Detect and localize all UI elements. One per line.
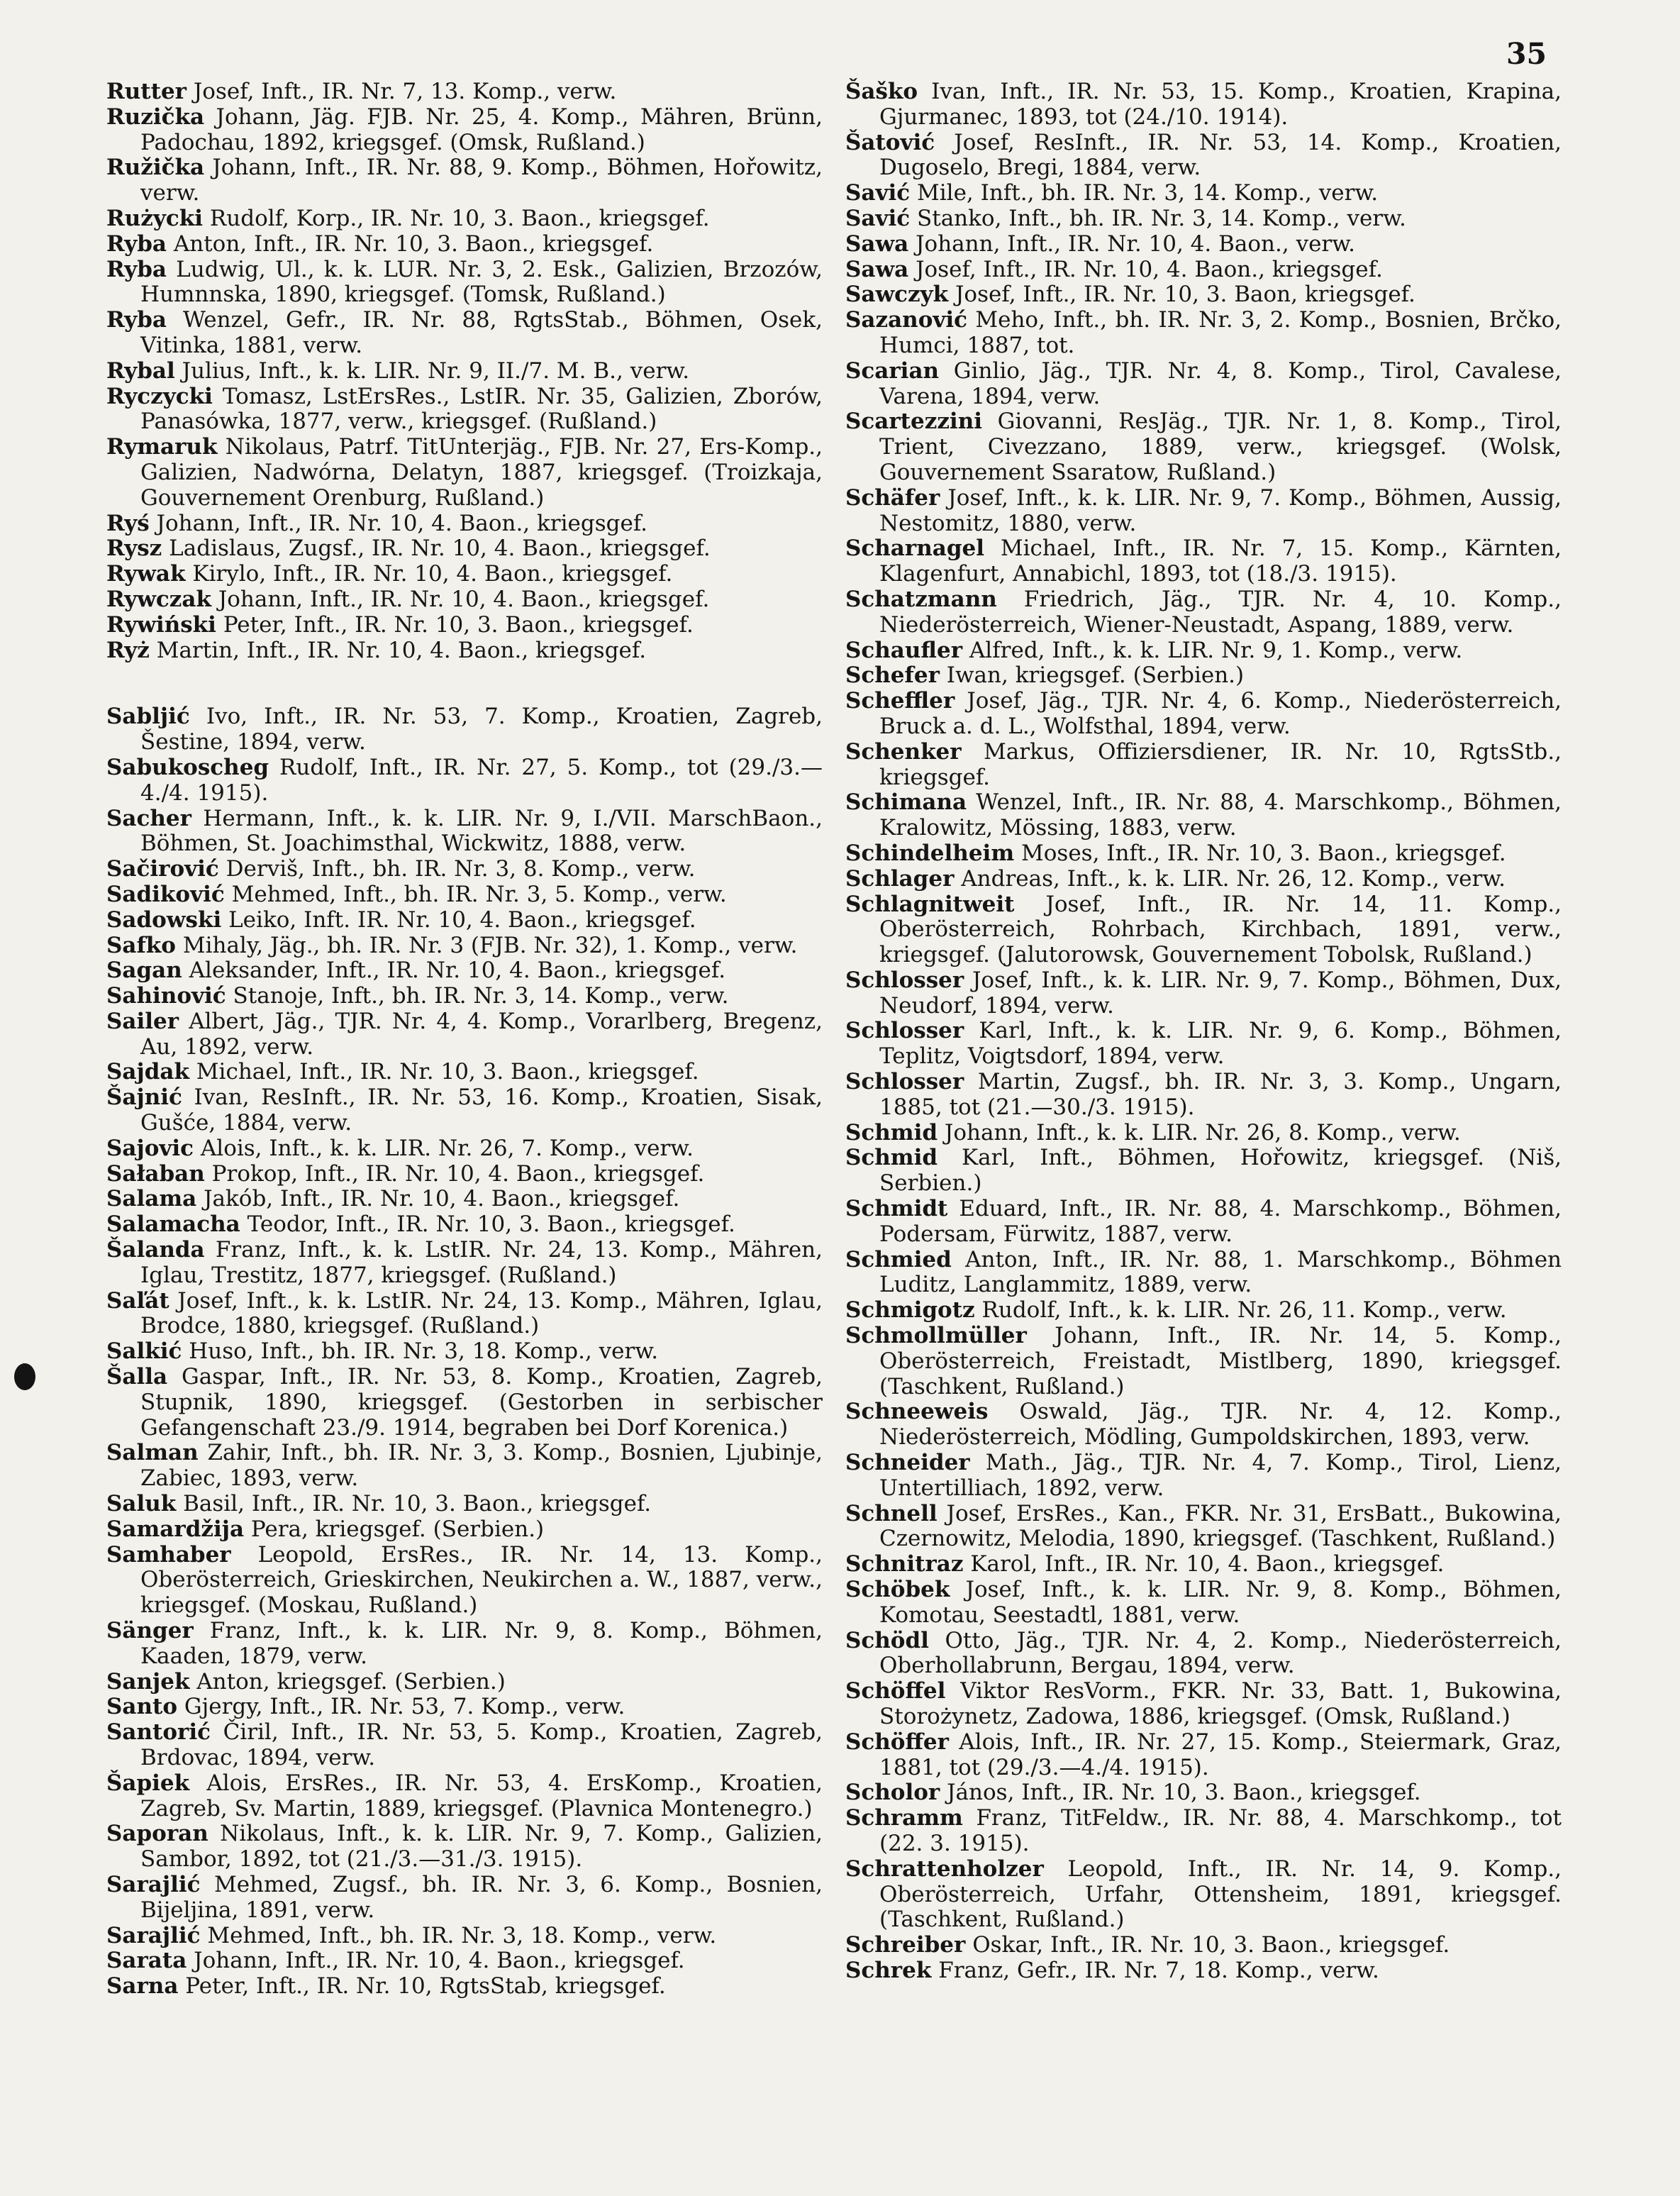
register-entry [845, 1730, 1562, 1781]
register-entry [845, 308, 1562, 359]
register-entry [106, 1821, 823, 1873]
register-entry [106, 206, 823, 232]
entry-surname: Rużycki [106, 205, 204, 231]
entry-details: Pera, kriegsgef. (Serbien.) [250, 1516, 545, 1542]
entry-details: Prokop, Inft., IR. Nr. 10, 4. Baon., kriegsgef. [211, 1160, 705, 1187]
entry-surname: Savić [845, 205, 911, 231]
entry-surname: Ryś [106, 510, 150, 536]
register-entry [845, 1629, 1562, 1680]
entry-surname: Sawa [845, 231, 909, 257]
entry-surname: Ryba [106, 231, 167, 257]
entry-surname: Samardžija [106, 1516, 245, 1542]
entry-details: Karl, Inft., Böhmen, Hořowitz, kriegsgef. (Niš, Serbien.) [879, 1145, 1562, 1197]
entry-surname: Schlosser [845, 1018, 964, 1044]
entry-details: Josef, ErsRes., Kan., FKR. Nr. 31, ErsBatt., Bukowina, Czernowitz, Melodia, 1890, kriegsgef. (Taschkent, Rußland.) [879, 1500, 1562, 1552]
register-entry [106, 908, 823, 933]
entry-surname: Schmied [845, 1246, 952, 1272]
entry-surname: Schneeweis [845, 1399, 989, 1425]
register-entry [845, 1019, 1562, 1070]
entry-details: Zahir, Inft., bh. IR. Nr. 3, 3. Komp., Bosnien, Ljubinje, Zabiec, 1893, verw. [140, 1440, 823, 1492]
entry-surname: Schödl [845, 1627, 929, 1653]
entry-surname: Šaško [845, 79, 918, 104]
entry-surname: Schmollmüller [845, 1323, 1027, 1349]
entry-details: Mihaly, Jäg., bh. IR. Nr. 3 (FJB. Nr. 32), 1. Komp., verw. [182, 932, 798, 958]
register-entry [845, 1451, 1562, 1502]
register-entry [106, 1085, 823, 1136]
entry-details: Viktor ResVorm., FKR. Nr. 33, Batt. 1, Bukowina, Storożynetz, Zadowa, 1886, kriegsgef. (Omsk, Rußland.) [879, 1678, 1562, 1729]
entry-details: Hermann, Inft., k. k. LIR. Nr. 9, I./VII. MarschBaon., Böhmen, St. Joachimsthal, Wickwitz, 1888, verw. [140, 805, 823, 857]
register-entry [845, 409, 1562, 485]
entry-surname: Sanjek [106, 1668, 190, 1695]
register-entry [106, 1670, 823, 1695]
register-entry [106, 257, 823, 309]
entry-details: Peter, Inft., IR. Nr. 10, RgtsStab, kriegsgef. [185, 1973, 666, 2000]
entry-details: Josef, Inft., k. k. LIR. Nr. 9, 8. Komp., Böhmen, Komotau, Seestadtl, 1881, verw. [879, 1577, 1562, 1628]
register-entry [845, 181, 1562, 206]
entry-surname: Samhaber [106, 1541, 231, 1568]
register-entry [845, 1298, 1562, 1324]
entry-details: Johann, Inft., IR. Nr. 88, 9. Komp., Böhmen, Hořowitz, verw. [140, 155, 823, 206]
entry-surname: Santo [106, 1694, 178, 1720]
entry-details: Josef, Inft., IR. Nr. 7, 13. Komp., verw. [193, 79, 617, 104]
entry-surname: Sawa [845, 256, 909, 282]
entry-surname: Ruzička [106, 104, 205, 130]
entry-details: Jakób, Inft., IR. Nr. 10, 4. Baon., kriegsgef. [204, 1186, 680, 1212]
entry-surname: Ryba [106, 307, 167, 333]
entry-details: Leopold, Inft., IR. Nr. 14, 9. Komp., Oberösterreich, Urfahr, Ottensheim, 1891, kriegsgef. (Taschkent, Rußland.) [879, 1856, 1562, 1933]
register-entry [845, 206, 1562, 232]
entry-surname: Rywczak [106, 586, 211, 612]
entry-details: Ginlio, Jäg., TJR. Nr. 4, 8. Komp., Tirol, Cavalese, Varena, 1894, verw. [879, 357, 1562, 409]
entry-details: Josef, ResInft., IR. Nr. 53, 14. Komp., Kroatien, Dugoselo, Bregi, 1884, verw. [879, 129, 1562, 181]
entry-surname: Schmidt [845, 1196, 948, 1222]
register-entry [845, 536, 1562, 587]
entry-surname: Scheffler [845, 688, 955, 714]
page-number: 35 [1506, 37, 1547, 71]
register-entry [845, 663, 1562, 689]
entry-surname: Sałaban [106, 1160, 205, 1187]
entry-details: Wenzel, Gefr., IR. Nr. 88, RgtsStab., Böhmen, Osek, Vitinka, 1881, verw. [140, 307, 823, 358]
entry-details: Michael, Inft., IR. Nr. 7, 15. Komp., Kärnten, Klagenfurt, Annabichl, 1893, tot (18./3. 1915). [879, 536, 1562, 587]
entry-surname: Scholor [845, 1780, 940, 1806]
register-entry [106, 882, 823, 908]
register-entry [845, 1146, 1562, 1197]
entry-surname: Schnitraz [845, 1551, 964, 1577]
register-entry [106, 1187, 823, 1212]
entry-details: Oskar, Inft., IR. Nr. 10, 3. Baon., kriegsgef. [972, 1932, 1450, 1958]
register-entry [845, 1552, 1562, 1577]
entry-details: Martin, Zugsf., bh. IR. Nr. 3, 3. Komp., Ungarn, 1885, tot (21.—30./3. 1915). [879, 1069, 1562, 1120]
entry-surname: Savić [845, 180, 911, 206]
register-entry [106, 1619, 823, 1670]
entry-surname: Schlosser [845, 1069, 964, 1095]
entry-details: Giovanni, ResJäg., TJR. Nr. 1, 8. Komp., Tirol, Trient, Civezzano, 1889, verw., kriegsgef. (Wolsk, Gouvernement Ssaratow, Rußland.) [879, 409, 1562, 485]
register-entry [845, 282, 1562, 308]
entry-details: Ivan, Inft., IR. Nr. 53, 15. Komp., Kroatien, Krapina, Gjurmanec, 1893, tot (24./10. 1914). [879, 79, 1562, 130]
entry-details: Math., Jäg., TJR. Nr. 4, 7. Komp., Tirol, Lienz, Untertilliach, 1892, verw. [879, 1450, 1562, 1501]
entry-surname: Schlagnitweit [845, 891, 1015, 917]
register-entry [845, 638, 1562, 664]
register-entry [845, 1070, 1562, 1121]
register-entry [845, 892, 1562, 968]
right-column [845, 79, 1562, 1984]
entry-details: Alois, Inft., k. k. LIR. Nr. 26, 7. Komp., verw. [200, 1135, 694, 1161]
entry-details: Rudolf, Inft., k. k. LIR. Nr. 26, 11. Komp., verw. [981, 1297, 1507, 1324]
entry-surname: Šajnić [106, 1085, 182, 1111]
entry-surname: Scarian [845, 357, 940, 384]
entry-surname: Schindelheim [845, 840, 1015, 866]
entry-details: Markus, Offiziersdiener, IR. Nr. 10, RgtsStb., kriegsgef. [879, 738, 1562, 790]
entry-surname: Schmid [845, 1145, 938, 1171]
entry-details: Josef, Inft., k. k. LIR. Nr. 9, 7. Komp., Böhmen, Aussig, Nestomitz, 1880, verw. [879, 484, 1562, 536]
entry-surname: Schrek [845, 1957, 932, 1983]
register-entry [106, 435, 823, 511]
entry-surname: Rymaruk [106, 434, 218, 460]
entry-surname: Salman [106, 1440, 199, 1466]
entry-details: Friedrich, Jäg., TJR. Nr. 4, 10. Komp., Niederösterreich, Wiener-Neustadt, Aspang, 1889, verw. [879, 586, 1562, 638]
entry-details: Josef, Inft., k. k. LIR. Nr. 9, 7. Komp., Böhmen, Dux, Neudorf, 1894, verw. [879, 967, 1562, 1019]
entry-surname: Ryba [106, 256, 167, 282]
entry-surname: Sarajlić [106, 1922, 201, 1948]
register-entry [845, 1679, 1562, 1730]
entry-surname: Schenker [845, 738, 962, 765]
entry-surname: Sadiković [106, 881, 225, 907]
entry-details: Teodor, Inft., IR. Nr. 10, 3. Baon., kriegsgef. [247, 1211, 735, 1238]
entry-details: Anton, Inft., IR. Nr. 88, 1. Marschkomp., Böhmen Luditz, Langlammitz, 1889, verw. [879, 1246, 1562, 1298]
register-entry [845, 867, 1562, 892]
entry-surname: Schöffel [845, 1678, 946, 1704]
entry-surname: Schnell [845, 1500, 938, 1526]
register-entry [106, 1009, 823, 1060]
entry-surname: Salamacha [106, 1211, 240, 1238]
entry-details: Julius, Inft., k. k. LIR. Nr. 9, II./7. M. B., verw. [182, 357, 690, 384]
entry-details: Michael, Inft., IR. Nr. 10, 3. Baon., kriegsgef. [196, 1059, 699, 1085]
register-entry [845, 841, 1562, 867]
register-entry [106, 704, 823, 755]
register-entry [845, 359, 1562, 410]
register-entry [845, 79, 1562, 131]
entry-details: Franz, Inft., k. k. LstIR. Nr. 24, 13. Komp., Mähren, Iglau, Trestitz, 1877, kriegsgef. (Rußland.) [140, 1237, 823, 1288]
entry-surname: Sabukoscheg [106, 754, 269, 780]
entry-surname: Sadowski [106, 906, 222, 933]
entry-details: Derviš, Inft., bh. IR. Nr. 3, 8. Komp., verw. [226, 856, 696, 882]
register-entry [845, 968, 1562, 1019]
register-entry [106, 1441, 823, 1492]
register-entry [845, 1806, 1562, 1857]
entry-surname: Šalla [106, 1364, 168, 1390]
entry-details: Gaspar, Inft., IR. Nr. 53, 8. Komp., Kroatien, Zagreb, Stupnik, 1890, kriegsgef. (Gestorben in serbischer Gefangenschaft 23./9. 1914, begraben bei Dorf Korenica.) [140, 1364, 823, 1441]
entry-surname: Sabljić [106, 704, 190, 730]
register-entry [845, 790, 1562, 841]
register-entry [106, 1060, 823, 1085]
entry-surname: Šapiek [106, 1770, 190, 1796]
entry-details: Andreas, Inft., k. k. LIR. Nr. 26, 12. Komp., verw. [961, 865, 1506, 892]
entry-details: Josef, Inft., k. k. LstIR. Nr. 24, 13. Komp., Mähren, Iglau, Brodce, 1880, kriegsgef. (Rußland.) [140, 1287, 823, 1339]
entry-details: Basil, Inft., IR. Nr. 10, 3. Baon., kriegsgef. [183, 1491, 652, 1517]
entry-details: Stanoje, Inft., bh. IR. Nr. 3, 14. Komp., verw. [233, 983, 729, 1009]
register-entry [845, 1857, 1562, 1933]
register-entry [106, 1543, 823, 1619]
entry-surname: Schimana [845, 789, 967, 816]
register-entry [845, 740, 1562, 791]
entry-surname: Rybal [106, 357, 175, 384]
register-entry [106, 155, 823, 206]
entry-surname: Saľát [106, 1287, 169, 1314]
entry-surname: Sänger [106, 1618, 194, 1644]
entry-surname: Rywiński [106, 611, 216, 638]
entry-details: Albert, Jäg., TJR. Nr. 4, 4. Komp., Vorarlberg, Bregenz, Au, 1892, verw. [140, 1008, 823, 1060]
entry-details: Čiril, Inft., IR. Nr. 53, 5. Komp., Kroatien, Zagreb, Brdovac, 1894, verw. [140, 1719, 823, 1770]
entry-details: Johann, Inft., IR. Nr. 14, 5. Komp., Oberösterreich, Freistadt, Mistlberg, 1890, kriegsgef. (Taschkent, Rußland.) [879, 1323, 1562, 1399]
entry-details: Johann, Jäg. FJB. Nr. 25, 4. Komp., Mähren, Brünn, Padochau, 1892, kriegsgef. (Omsk, Rußland.) [140, 104, 823, 155]
register-entry [106, 1517, 823, 1543]
entry-surname: Šalanda [106, 1237, 205, 1263]
entry-surname: Sajovic [106, 1135, 194, 1161]
register-entry [106, 1720, 823, 1771]
entry-details: Mehmed, Inft., bh. IR. Nr. 3, 18. Komp., verw. [207, 1922, 717, 1948]
register-entry [106, 1339, 823, 1365]
entry-surname: Rywak [106, 561, 186, 587]
entry-surname: Saporan [106, 1821, 208, 1847]
register-entry [845, 587, 1562, 638]
entry-surname: Sazanović [845, 307, 968, 333]
entry-surname: Safko [106, 932, 176, 958]
register-entry [106, 1771, 823, 1822]
entry-surname: Schmigotz [845, 1297, 975, 1324]
register-entry [845, 1248, 1562, 1299]
entry-details: Stanko, Inft., bh. IR. Nr. 3, 14. Komp., verw. [917, 205, 1406, 231]
register-entry [106, 1974, 823, 2000]
register-entry [845, 689, 1562, 740]
entry-surname: Scartezzini [845, 409, 983, 435]
entry-details: Tomasz, LstErsRes., LstIR. Nr. 35, Galizien, Zborów, Panasówka, 1877, verw., kriegsgef. (Rußland.) [140, 383, 823, 435]
entry-details: Rudolf, Korp., IR. Nr. 10, 3. Baon., kriegsgef. [209, 205, 710, 231]
register-entry [106, 1136, 823, 1162]
register-entry [845, 232, 1562, 257]
entry-surname: Santorić [106, 1719, 211, 1746]
entry-details: Karl, Inft., k. k. LIR. Nr. 9, 6. Komp., Böhmen, Teplitz, Voigtsdorf, 1894, verw. [879, 1018, 1562, 1070]
entry-details: Ladislaus, Zugsf., IR. Nr. 10, 4. Baon., kriegsgef. [169, 536, 711, 562]
left-column [106, 79, 823, 2000]
entry-surname: Schmid [845, 1119, 938, 1146]
register-entry [106, 562, 823, 587]
entry-surname: Ryczycki [106, 383, 213, 409]
register-entry [845, 1197, 1562, 1248]
register-entry [106, 384, 823, 436]
entry-surname: Schöbek [845, 1577, 950, 1603]
entry-details: Johann, Inft., IR. Nr. 10, 4. Baon., kriegsgef. [156, 510, 648, 536]
register-entry [106, 1492, 823, 1517]
entry-details: Johann, Inft., IR. Nr. 10, 4. Baon., verw. [916, 231, 1355, 257]
entry-details: Peter, Inft., IR. Nr. 10, 3. Baon., kriegsgef. [223, 611, 694, 638]
register-entry [106, 105, 823, 156]
entry-surname: Salkić [106, 1338, 182, 1365]
register-entry [106, 1365, 823, 1441]
entry-details: Gjergy, Inft., IR. Nr. 53, 7. Komp., verw. [184, 1694, 625, 1720]
register-entry [845, 1780, 1562, 1806]
register-entry [106, 1948, 823, 1974]
entry-details: Nikolaus, Inft., k. k. LIR. Nr. 9, 7. Komp., Galizien, Sambor, 1892, tot (21./3.—31./3. 1915). [140, 1821, 823, 1873]
entry-details: Leiko, Inft. IR. Nr. 10, 4. Baon., kriegsgef. [228, 906, 696, 933]
entry-details: Josef, Inft., IR. Nr. 10, 3. Baon, kriegsgef. [955, 282, 1415, 308]
entry-surname: Šatović [845, 129, 935, 155]
entry-group [106, 704, 823, 2000]
entry-details: Iwan, kriegsgef. (Serbien.) [946, 662, 1245, 689]
entry-details: Eduard, Inft., IR. Nr. 88, 4. Marschkomp., Böhmen, Podersam, Fürwitz, 1887, verw. [879, 1196, 1562, 1247]
entry-details: Martin, Inft., IR. Nr. 10, 4. Baon., kriegsgef. [156, 637, 647, 663]
entry-details: Josef, Inft., IR. Nr. 14, 11. Komp., Oberösterreich, Rohrbach, Kirchbach, 1891, verw., kriegsgef. (Jalutorowsk, Gouvernement Tobolsk, Rußland.) [879, 891, 1562, 968]
register-entry [845, 257, 1562, 283]
entry-surname: Sacher [106, 805, 191, 831]
entry-surname: Schatzmann [845, 586, 997, 612]
register-entry [106, 587, 823, 613]
entry-details: Mile, Inft., bh. IR. Nr. 3, 14. Komp., verw. [917, 180, 1379, 206]
entry-details: Ivan, ResInft., IR. Nr. 53, 16. Komp., Kroatien, Sisak, Gušće, 1884, verw. [140, 1085, 823, 1136]
entry-surname: Scharnagel [845, 536, 985, 562]
register-entry [845, 131, 1562, 182]
register-entry [845, 1933, 1562, 1958]
register-entry [845, 1324, 1562, 1399]
register-entry [106, 1238, 823, 1289]
entry-details: Alois, Inft., IR. Nr. 27, 15. Komp., Steiermark, Graz, 1881, tot (29./3.—4./4. 1915). [879, 1729, 1562, 1780]
entry-details: Mehmed, Zugsf., bh. IR. Nr. 3, 6. Komp., Bosnien, Bijeljina, 1891, verw. [140, 1871, 823, 1923]
entry-details: Ludwig, Ul., k. k. LUR. Nr. 3, 2. Esk., Galizien, Brzozów, Humnnska, 1890, kriegsgef. (Tomsk, Rußland.) [140, 256, 823, 308]
entry-details: Franz, TitFeldw., IR. Nr. 88, 4. Marschkomp., tot (22. 3. 1915). [879, 1805, 1562, 1856]
entry-details: Johann, Inft., IR. Nr. 10, 4. Baon., kriegsgef. [194, 1948, 685, 1974]
register-entry [106, 806, 823, 858]
entry-details: Franz, Inft., k. k. LIR. Nr. 9, 8. Komp., Böhmen, Kaaden, 1879, verw. [140, 1618, 823, 1669]
entry-surname: Schrattenholzer [845, 1856, 1044, 1882]
register-entry [106, 536, 823, 562]
register-entry [845, 486, 1562, 537]
binding-hole [14, 1363, 35, 1390]
register-entry [106, 933, 823, 959]
entry-surname: Sailer [106, 1008, 179, 1034]
entry-surname: Salama [106, 1186, 197, 1212]
entry-details: Anton, kriegsgef. (Serbien.) [196, 1668, 506, 1695]
entry-details: Anton, Inft., IR. Nr. 10, 3. Baon., kriegsgef. [173, 231, 654, 257]
entry-surname: Rutter [106, 79, 187, 104]
entry-surname: Ryż [106, 637, 150, 663]
register-entry [106, 984, 823, 1009]
entry-details: Huso, Inft., bh. IR. Nr. 3, 18. Komp., verw. [189, 1338, 659, 1365]
entry-surname: Schlosser [845, 967, 964, 993]
entry-details: Johann, Inft., k. k. LIR. Nr. 26, 8. Komp., verw. [944, 1119, 1461, 1146]
entry-surname: Schäfer [845, 484, 940, 511]
register-entry [845, 1958, 1562, 1984]
register-entry [106, 958, 823, 984]
register-entry [106, 638, 823, 664]
register-entry [845, 1577, 1562, 1629]
entry-group [106, 79, 823, 663]
entry-surname: Rysz [106, 536, 162, 562]
entry-details: Rudolf, Inft., IR. Nr. 27, 5. Komp., tot (29./3.—4./4. 1915). [140, 754, 823, 806]
entry-details: Josef, Jäg., TJR. Nr. 4, 6. Komp., Niederösterreich, Bruck a. d. L., Wolfsthal, 1894, verw. [879, 688, 1562, 739]
entry-surname: Schefer [845, 662, 940, 689]
entry-surname: Sahinović [106, 983, 226, 1009]
entry-details: Leopold, ErsRes., IR. Nr. 14, 13. Komp., Oberösterreich, Grieskirchen, Neukirchen a. W., 1887, verw., kriegsgef. (Moskau, Rußland.) [140, 1541, 823, 1619]
register-entry [106, 857, 823, 882]
entry-details: Kirylo, Inft., IR. Nr. 10, 4. Baon., kriegsgef. [192, 561, 673, 587]
entry-surname: Sarajlić [106, 1871, 201, 1897]
entry-surname: Saluk [106, 1491, 177, 1517]
entry-details: Otto, Jäg., TJR. Nr. 4, 2. Komp., Niederösterreich, Oberhollabrunn, Bergau, 1894, verw. [879, 1627, 1562, 1679]
entry-surname: Schlager [845, 865, 955, 892]
entry-surname: Schreiber [845, 1932, 966, 1958]
register-entry [106, 1162, 823, 1187]
register-entry [106, 308, 823, 359]
register-entry [106, 359, 823, 384]
entry-details: Karol, Inft., IR. Nr. 10, 4. Baon., kriegsgef. [970, 1551, 1445, 1577]
entry-details: Ivo, Inft., IR. Nr. 53, 7. Komp., Kroatien, Zagreb, Šestine, 1894, verw. [140, 704, 823, 755]
entry-surname: Schneider [845, 1450, 970, 1476]
entry-surname: Sarna [106, 1973, 179, 2000]
entry-details: Meho, Inft., bh. IR. Nr. 3, 2. Komp., Bosnien, Brčko, Humci, 1887, tot. [879, 307, 1562, 358]
entry-details: Nikolaus, Patrf. TitUnterjäg., FJB. Nr. 27, Ers-Komp., Galizien, Nadwórna, Delatyn, 1887, kriegsgef. (Troizkaja, Gouvernement Orenburg, Rußland.) [140, 434, 823, 511]
register-entry [106, 1212, 823, 1238]
register-entry [845, 1399, 1562, 1451]
entry-details: Oswald, Jäg., TJR. Nr. 4, 12. Komp., Niederösterreich, Mödling, Gumpoldskirchen, 1893, verw. [879, 1399, 1562, 1451]
register-entry [106, 755, 823, 806]
register-entry [106, 79, 823, 105]
register-entry [106, 1695, 823, 1720]
entry-surname: Schöffer [845, 1729, 949, 1755]
register-entry [845, 1121, 1562, 1146]
entry-surname: Sajdak [106, 1059, 189, 1085]
entry-surname: Sawczyk [845, 282, 949, 308]
register-entry [106, 232, 823, 257]
register-entry [106, 1289, 823, 1340]
register-entry [106, 511, 823, 537]
entry-details: Alois, ErsRes., IR. Nr. 53, 4. ErsKomp., Kroatien, Zagreb, Sv. Martin, 1889, kriegsgef. (Plavnica Montenegro.) [140, 1770, 823, 1821]
entry-details: Franz, Gefr., IR. Nr. 7, 18. Komp., verw. [938, 1957, 1379, 1983]
entry-surname: Ružička [106, 155, 205, 181]
entry-details: Alfred, Inft., k. k. LIR. Nr. 9, 1. Komp., verw. [969, 637, 1463, 663]
entry-surname: Schaufler [845, 637, 963, 663]
entry-surname: Sarata [106, 1948, 187, 1974]
register-entry [106, 613, 823, 638]
entry-details: Wenzel, Inft., IR. Nr. 88, 4. Marschkomp., Böhmen, Kralowitz, Mössing, 1883, verw. [879, 789, 1562, 841]
register-entry [106, 1873, 823, 1924]
entry-surname: Sagan [106, 958, 182, 984]
entry-details: János, Inft., IR. Nr. 10, 3. Baon., kriegsgef. [947, 1780, 1421, 1806]
register-entry [106, 1924, 823, 1949]
entry-details: Aleksander, Inft., IR. Nr. 10, 4. Baon., kriegsgef. [189, 958, 726, 984]
register-entry [845, 1502, 1562, 1553]
entry-details: Mehmed, Inft., bh. IR. Nr. 3, 5. Komp., verw. [231, 881, 727, 907]
entry-details: Moses, Inft., IR. Nr. 10, 3. Baon., kriegsgef. [1021, 840, 1506, 866]
entry-surname: Sačirović [106, 856, 219, 882]
entry-surname: Schramm [845, 1805, 963, 1831]
entry-details: Johann, Inft., IR. Nr. 10, 4. Baon., kriegsgef. [218, 586, 710, 612]
entry-details: Josef, Inft., IR. Nr. 10, 4. Baon., kriegsgef. [916, 256, 1383, 282]
